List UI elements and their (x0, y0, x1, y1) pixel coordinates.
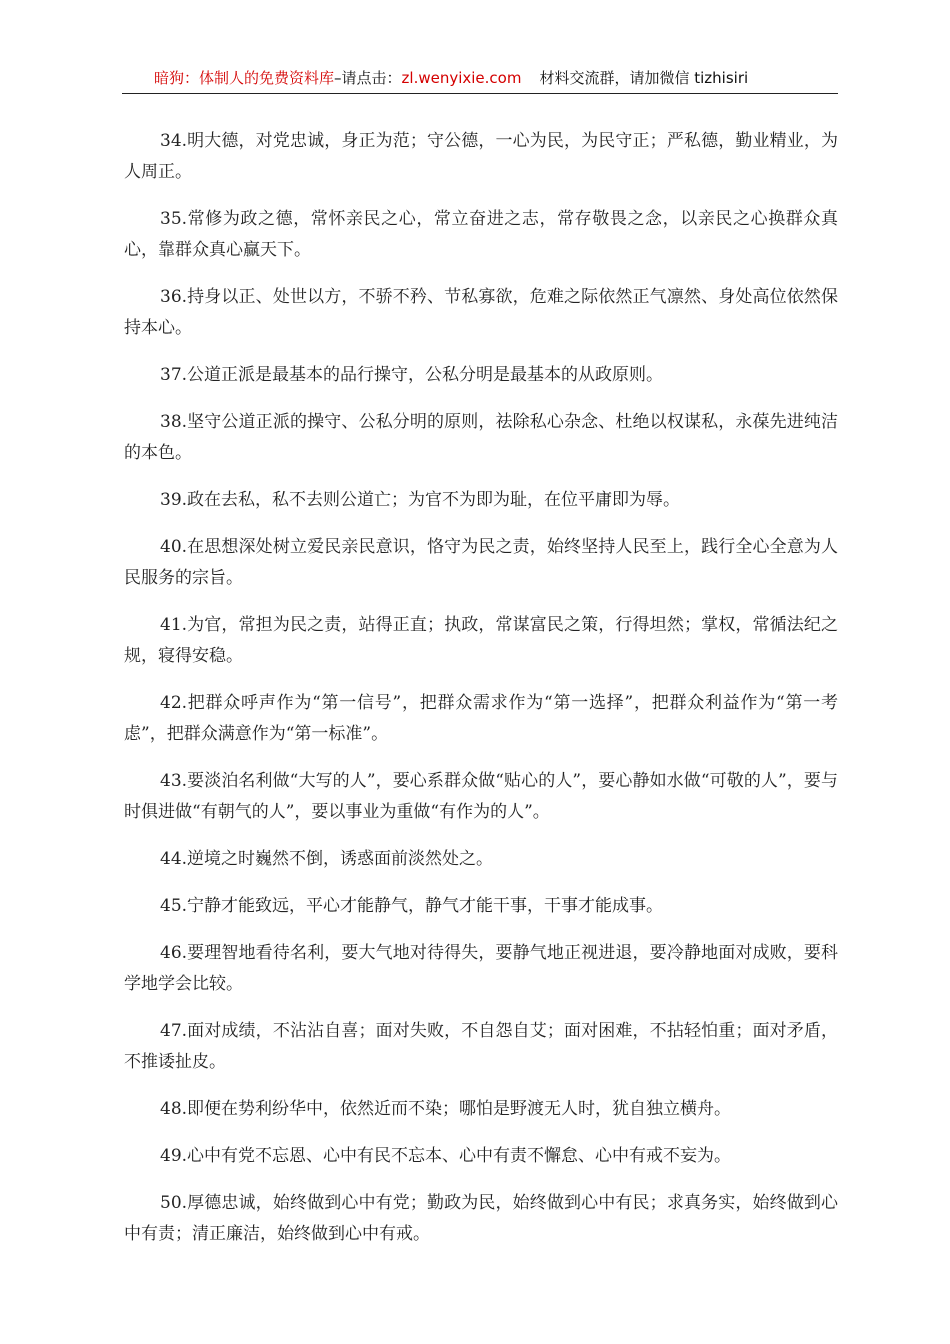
paragraph-37: 37.公道正派是最基本的品行操守，公私分明是最基本的从政原则。 (160, 365, 664, 385)
header-contact: 材料交流群，请加微信 tizhisiri (539, 69, 749, 87)
paragraph-35: 35.常修为政之德，常怀亲民之心，常立奋进之志，常存敬畏之念，以亲民之心换群众真心，靠群众真心赢天下。 (124, 209, 838, 260)
paragraph-40: 40.在思想深处树立爱民亲民意识，恪守为民之责，始终坚持人民至上，践行全心全意为人民服务的宗旨。 (124, 537, 838, 588)
paragraph-38: 38.坚守公道正派的操守、公私分明的原则，祛除私心杂念、杜绝以权谋私，永葆先进纯洁的本色。 (124, 412, 838, 463)
paragraph-47: 47.面对成绩，不沾沾自喜；面对失败，不自怨自艾；面对困难，不拈轻怕重；面对矛盾，不推诿扯皮。 (124, 1021, 838, 1072)
header-click-prompt: –请点击： (334, 69, 402, 87)
paragraph-49: 49.心中有党不忘恩、心中有民不忘本、心中有责不懈怠、心中有戒不妄为。 (160, 1146, 732, 1166)
document-body (124, 126, 838, 1266)
paragraph-45: 45.宁静才能致远，平心才能静气，静气才能干事，干事才能成事。 (160, 896, 664, 916)
header-brand: 暗狗：体制人的免费资料库 (154, 69, 335, 87)
page-header (122, 66, 838, 94)
paragraph-44: 44.逆境之时巍然不倒，诱惑面前淡然处之。 (160, 849, 494, 869)
paragraph-36: 36.持身以正、处世以方，不骄不矜、节私寡欲，危难之际依然正气凛然、身处高位依然保持本心。 (124, 287, 838, 338)
paragraph-48: 48.即便在势利纷华中，依然近而不染；哪怕是野渡无人时，犹自独立横舟。 (160, 1099, 732, 1119)
paragraph-42: 42.把群众呼声作为“第一信号”，把群众需求作为“第一选择”，把群众利益作为“第一考虑”，把群众满意作为“第一标准”。 (124, 693, 838, 744)
paragraph-39: 39.政在去私，私不去则公道亡；为官不为即为耻，在位平庸即为辱。 (160, 490, 681, 510)
paragraph-41: 41.为官，常担为民之责，站得正直；执政，常谋富民之策，行得坦然；掌权，常循法纪之规，寝得安稳。 (124, 615, 838, 666)
header-url-link[interactable]: zl.wenyixie.com (401, 69, 522, 87)
paragraph-34: 34.明大德，对党忠诚，身正为范；守公德，一心为民，为民守正；严私德，勤业精业，为人周正。 (124, 131, 838, 182)
paragraph-46: 46.要理智地看待名利，要大气地对待得失，要静气地正视进退，要冷静地面对成败，要科学地学会比较。 (124, 943, 838, 994)
paragraph-43: 43.要淡泊名利做“大写的人”，要心系群众做“贴心的人”，要心静如水做“可敬的人”，要与时俱进做“有朝气的人”，要以事业为重做“有作为的人”。 (124, 771, 838, 822)
paragraph-50: 50.厚德忠诚，始终做到心中有党；勤政为民，始终做到心中有民；求真务实，始终做到心中有责；清正廉洁，始终做到心中有戒。 (124, 1193, 838, 1244)
